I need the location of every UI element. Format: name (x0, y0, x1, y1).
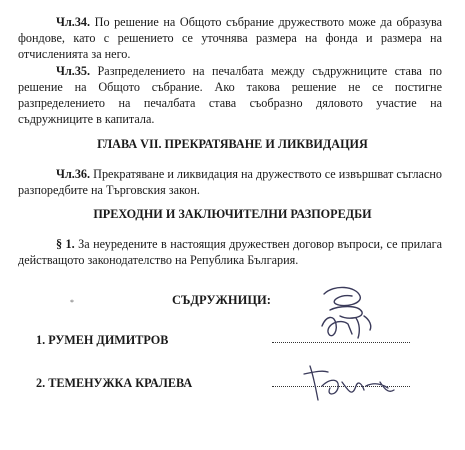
stray-mark: * (70, 298, 74, 307)
article-35-label: Чл.35. (56, 64, 91, 78)
article-35-text: Разпределението на печалбата между съдружниците става по решение на Общото събрание. Ако такова решение не се постигне разпределението на печалбата става съобразно дяловото участие на съдружниците в капитала. (18, 64, 443, 126)
article-36-text: Прекратяване и ликвидация на дружеството се извършват съгласно разпоредбите на Търговския закон. (18, 167, 442, 197)
partner-2-name: 2. ТЕМЕНУЖКА КРАЛЕВА (36, 376, 193, 390)
paragraph-1 (18, 236, 442, 268)
article-36-label: Чл.36. (56, 167, 91, 181)
article-35 (18, 63, 442, 127)
article-36 (18, 166, 442, 198)
transitional-provisions-heading: ПРЕХОДНИ И ЗАКЛЮЧИТЕЛНИ РАЗПОРЕДБИ (93, 207, 372, 221)
article-34 (18, 14, 442, 62)
chapter-7-heading: ГЛАВА VII. ПРЕКРАТЯВАНЕ И ЛИКВИДАЦИЯ (97, 137, 368, 151)
paragraph-1-text: За неуредените в настоящия дружествен договор въпроси, се прилага действащото законодателство на Република България. (18, 237, 443, 267)
paragraph-1-label: § 1. (56, 237, 75, 251)
partners-heading: СЪДРУЖНИЦИ: (172, 293, 271, 307)
article-34-text: По решение на Общото събрание дружеството може да образува фондове, като с решението се уточнява размера на фонда и размера на отчисленията за него. (18, 15, 442, 61)
partner-1-signature (300, 280, 390, 350)
partner-1-name: 1. РУМЕН ДИМИТРОВ (36, 333, 169, 347)
partner-2-signature (296, 356, 406, 416)
article-34-label: Чл.34. (56, 15, 91, 29)
